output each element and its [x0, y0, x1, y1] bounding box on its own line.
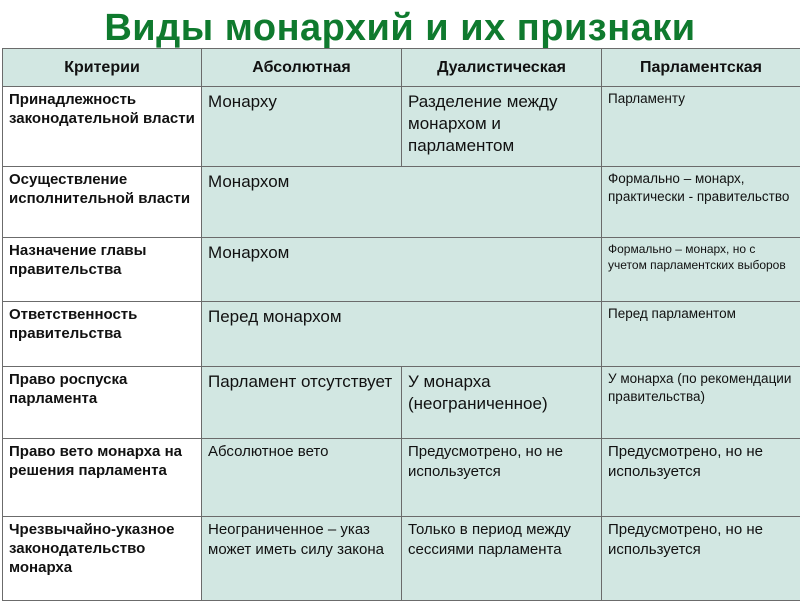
table-header-row [3, 49, 800, 87]
absolute-dualistic-cell: Перед монархом [202, 302, 602, 367]
criterion-cell: Право вето монарха на решения парламента [3, 439, 202, 517]
absolute-cell: Парламент отсутствует [202, 367, 402, 439]
table-row [3, 238, 800, 302]
criterion-cell: Право роспуска парламента [3, 367, 202, 439]
absolute-cell: Абсолютное вето [202, 439, 402, 517]
table-row [3, 167, 800, 238]
absolute-cell: Монарху [202, 87, 402, 167]
header-parliamentary: Парламентская [602, 49, 800, 87]
parliamentary-cell: Предусмотрено, но не используется [602, 517, 800, 601]
parliamentary-cell: Перед парламентом [602, 302, 800, 367]
parliamentary-cell: Формально – монарх, практически - правительство [602, 167, 800, 238]
parliamentary-cell: Формально – монарх, но с учетом парламентских выборов [602, 238, 800, 302]
criterion-cell: Назначение главы правительства [3, 238, 202, 302]
dualistic-cell: У монарха (неограниченное) [402, 367, 602, 439]
criterion-cell: Принадлежность законодательной власти [3, 87, 202, 167]
parliamentary-cell: У монарха (по рекомендации правительства) [602, 367, 800, 439]
monarchy-comparison-table [2, 48, 800, 601]
table-row [3, 302, 800, 367]
table-row [3, 517, 800, 601]
page-title: Виды монархий и их признаки [0, 4, 800, 52]
table-row [3, 439, 800, 517]
table-row [3, 87, 800, 167]
absolute-dualistic-cell: Монархом [202, 238, 602, 302]
table-row [3, 367, 800, 439]
header-absolute: Абсолютная [202, 49, 402, 87]
parliamentary-cell: Парламенту [602, 87, 800, 167]
absolute-cell: Неограниченное – указ может иметь силу закона [202, 517, 402, 601]
dualistic-cell: Разделение между монархом и парламентом [402, 87, 602, 167]
absolute-dualistic-cell: Монархом [202, 167, 602, 238]
dualistic-cell: Предусмотрено, но не используется [402, 439, 602, 517]
criterion-cell: Осуществление исполнительной власти [3, 167, 202, 238]
parliamentary-cell: Предусмотрено, но не используется [602, 439, 800, 517]
header-dualistic: Дуалистическая [402, 49, 602, 87]
criterion-cell: Ответственность правительства [3, 302, 202, 367]
criterion-cell: Чрезвычайно-указное законодательство монарха [3, 517, 202, 601]
dualistic-cell: Только в период между сессиями парламента [402, 517, 602, 601]
header-criteria: Критерии [3, 49, 202, 87]
